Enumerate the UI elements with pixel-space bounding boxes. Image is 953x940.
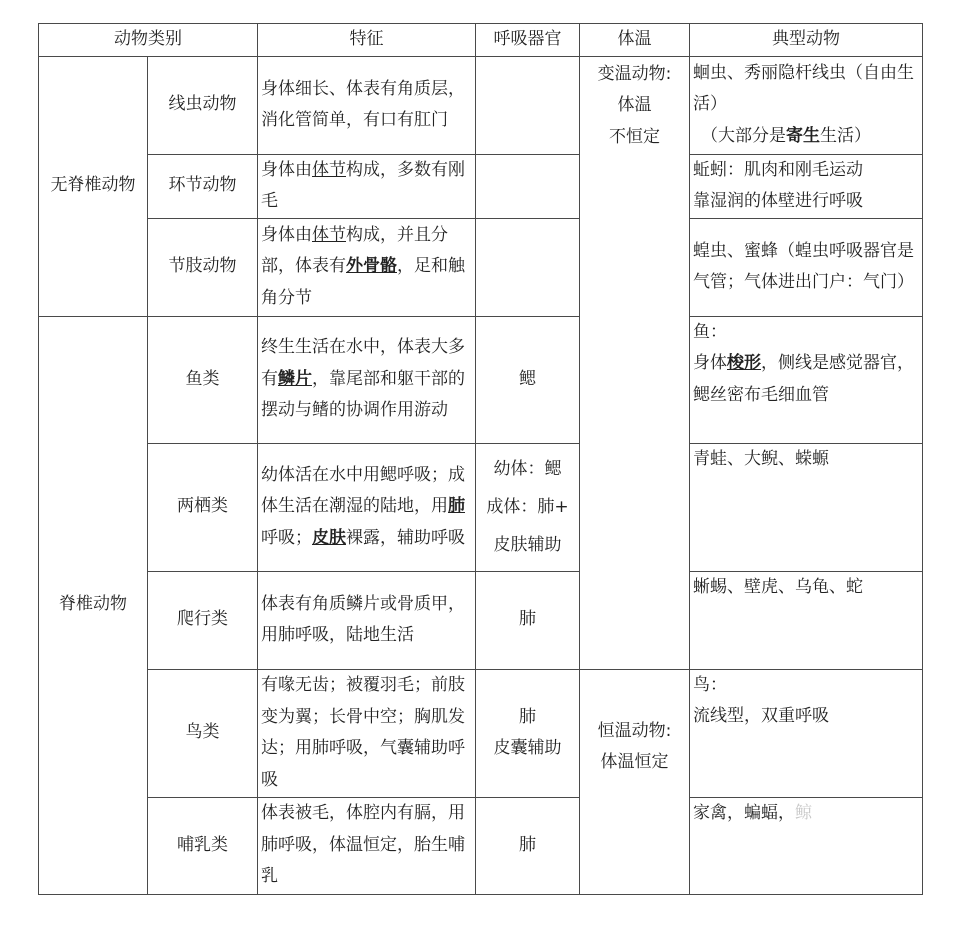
table-row	[39, 56, 923, 154]
animal-classification-table	[38, 23, 923, 895]
breathing-cell: 肺	[476, 571, 580, 669]
temperature-constant: 恒温动物: 体温恒定	[580, 669, 690, 894]
breathing-cell: 肺 皮囊辅助	[476, 669, 580, 797]
table-row	[39, 571, 923, 669]
header-features: 特征	[258, 24, 476, 57]
category-name: 环节动物	[148, 154, 258, 218]
breathing-cell: 肺	[476, 797, 580, 894]
header-breathing: 呼吸器官	[476, 24, 580, 57]
category-name: 线虫动物	[148, 56, 258, 154]
examples-cell: 鸟： 流线型，双重呼吸	[690, 669, 923, 797]
feature-cell: 幼体活在水中用鳃呼吸；成体生活在潮湿的陆地，用肺呼吸；皮肤裸露，辅助呼吸	[258, 443, 476, 571]
category-name: 鱼类	[148, 316, 258, 443]
examples-cell: 鱼： 身体梭形，侧线是感觉器官，鳃丝密布毛细血管	[690, 316, 923, 443]
breathing-cell	[476, 154, 580, 218]
table-row	[39, 316, 923, 443]
category-name: 两栖类	[148, 443, 258, 571]
table-row	[39, 443, 923, 571]
header-row	[39, 24, 923, 57]
table-row	[39, 669, 923, 797]
feature-cell: 身体由体节构成，并且分部，体表有外骨骼，足和触角分节	[258, 218, 476, 316]
breathing-cell: 鳃	[476, 316, 580, 443]
breathing-cell: 幼体：鳃 成体：肺+ 皮肤辅助	[476, 443, 580, 571]
table-row	[39, 218, 923, 316]
examples-cell: 蛔虫、秀丽隐杆线虫（自由生活） （大部分是寄生生活）	[690, 56, 923, 154]
examples-cell: 蚯蚓：肌肉和刚毛运动 靠湿润的体壁进行呼吸	[690, 154, 923, 218]
table-row	[39, 797, 923, 894]
category-name: 节肢动物	[148, 218, 258, 316]
examples-cell: 蜥蜴、壁虎、乌龟、蛇	[690, 571, 923, 669]
feature-cell: 有喙无齿；被覆羽毛；前肢变为翼；长骨中空；胸肌发达；用肺呼吸，气囊辅助呼吸	[258, 669, 476, 797]
examples-cell: 蝗虫、蜜蜂（蝗虫呼吸器官是气管；气体进出门户：气门）	[690, 218, 923, 316]
group-invertebrate: 无脊椎动物	[39, 56, 148, 316]
header-temperature: 体温	[580, 24, 690, 57]
breathing-cell	[476, 218, 580, 316]
feature-cell: 身体细长、体表有角质层，消化管简单，有口有肛门	[258, 56, 476, 154]
examples-cell: 家禽，蝙蝠，鲸	[690, 797, 923, 894]
breathing-cell	[476, 56, 580, 154]
category-name: 爬行类	[148, 571, 258, 669]
feature-cell: 体表被毛，体腔内有膈，用肺呼吸，体温恒定，胎生哺乳	[258, 797, 476, 894]
header-category: 动物类别	[39, 24, 258, 57]
feature-cell: 体表有角质鳞片或骨质甲，用肺呼吸，陆地生活	[258, 571, 476, 669]
header-examples: 典型动物	[690, 24, 923, 57]
category-name: 哺乳类	[148, 797, 258, 894]
feature-cell: 身体由体节构成，多数有刚毛	[258, 154, 476, 218]
temperature-variable: 变温动物: 体温 不恒定	[580, 56, 690, 669]
category-name: 鸟类	[148, 669, 258, 797]
table-row	[39, 154, 923, 218]
examples-cell: 青蛙、大鲵、蝾螈	[690, 443, 923, 571]
feature-cell: 终生生活在水中，体表大多有鳞片，靠尾部和躯干部的摆动与鳍的协调作用游动	[258, 316, 476, 443]
group-vertebrate: 脊椎动物	[39, 316, 148, 894]
